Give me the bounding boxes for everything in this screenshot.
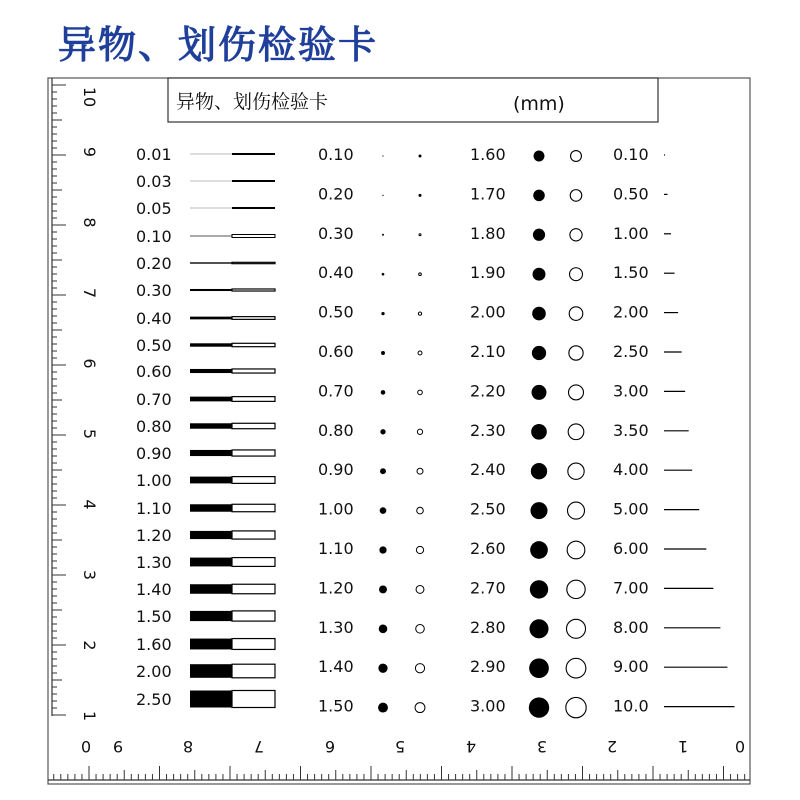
small-dot-hollow xyxy=(418,390,423,395)
bottom-ruler-number: 1 xyxy=(677,737,689,756)
scratch-length-label: 3.00 xyxy=(613,381,649,401)
small-dot-filled xyxy=(382,155,383,156)
line-sample-right xyxy=(232,477,275,484)
large-dot-filled xyxy=(532,307,546,321)
left-ruler-number: 3 xyxy=(80,569,99,581)
line-sample-left xyxy=(190,289,232,291)
bottom-ruler-number: 8 xyxy=(182,737,194,756)
large-dot-filled xyxy=(529,658,549,678)
small-dot-hollow xyxy=(418,312,421,315)
small-dot-hollow xyxy=(416,625,425,634)
large-dot-filled xyxy=(533,229,545,241)
small-dot-hollow xyxy=(419,234,421,236)
large-dot-filled xyxy=(530,580,548,598)
small-dot-label: 0.40 xyxy=(318,263,354,283)
line-sample-left xyxy=(190,531,232,539)
small-dot-label: 1.40 xyxy=(318,657,354,677)
line-width-label: 0.10 xyxy=(136,227,172,246)
line-sample-right xyxy=(232,504,275,511)
line-width-label: 2.00 xyxy=(136,662,172,681)
large-dot-hollow xyxy=(568,424,584,440)
line-sample-right xyxy=(232,343,275,346)
left-ruler-number: 10 xyxy=(80,86,99,108)
line-width-label: 1.50 xyxy=(136,607,172,626)
large-dot-hollow xyxy=(570,190,582,202)
line-width-label: 0.20 xyxy=(136,254,172,273)
large-dot-filled xyxy=(532,346,546,360)
line-sample-left xyxy=(190,558,232,567)
left-ruler-number: 6 xyxy=(80,358,99,369)
left-ruler-number: 2 xyxy=(80,640,99,651)
large-dot-hollow xyxy=(569,385,584,400)
large-dot-hollow xyxy=(567,580,585,598)
small-dot-hollow xyxy=(417,507,424,514)
large-dot-filled xyxy=(531,424,547,440)
left-ruler-number: 4 xyxy=(80,499,99,510)
small-dot-filled xyxy=(381,390,386,395)
line-sample-right xyxy=(232,584,275,594)
line-sample-left xyxy=(190,639,232,650)
line-sample-right xyxy=(232,611,275,621)
line-sample-right xyxy=(232,369,275,373)
scratch-length-label: 2.00 xyxy=(613,302,649,322)
page-title: 异物、划伤检验卡 xyxy=(58,23,379,67)
small-dot-label: 0.70 xyxy=(318,381,354,401)
large-dot-filled xyxy=(534,151,545,162)
large-dot-filled xyxy=(531,463,547,479)
large-dot-label: 2.60 xyxy=(470,539,506,558)
line-sample-left xyxy=(190,504,232,511)
line-sample-right xyxy=(232,664,275,678)
large-dot-label: 2.20 xyxy=(470,381,506,401)
small-dot-filled xyxy=(380,429,385,434)
large-dot-hollow xyxy=(566,658,586,678)
line-sample-right xyxy=(232,235,275,238)
small-dot-filled xyxy=(379,625,388,634)
small-dot-label: 0.90 xyxy=(318,460,354,480)
small-dot-label: 0.10 xyxy=(318,145,354,164)
left-ruler-number: 1 xyxy=(80,710,99,722)
small-dot-filled xyxy=(382,195,383,196)
large-dot-hollow xyxy=(567,541,585,559)
large-dot-label: 1.90 xyxy=(470,263,506,283)
bottom-ruler-number: 0 xyxy=(80,737,92,756)
scratch-length-label: 0.10 xyxy=(613,145,649,164)
line-width-label: 1.40 xyxy=(136,580,172,599)
scratch-length-label: 9.00 xyxy=(613,657,649,677)
line-sample-right xyxy=(232,262,275,263)
small-dot-filled xyxy=(378,703,388,713)
scratch-length-label: 10.0 xyxy=(613,696,649,716)
line-width-label: 2.50 xyxy=(136,690,172,709)
bottom-ruler-number: 9 xyxy=(112,737,124,756)
large-dot-label: 1.70 xyxy=(470,184,506,204)
line-sample-left xyxy=(190,691,232,708)
left-ruler-number: 8 xyxy=(80,217,99,228)
small-dot-hollow xyxy=(419,195,421,197)
line-sample-right xyxy=(232,639,275,650)
line-width-label: 0.80 xyxy=(136,417,172,436)
large-dot-filled xyxy=(532,385,547,400)
small-dot-hollow xyxy=(416,546,423,553)
small-dot-hollow xyxy=(415,703,425,713)
line-width-label: 1.60 xyxy=(136,635,172,654)
small-dot-label: 0.60 xyxy=(318,342,354,361)
line-width-label: 0.70 xyxy=(136,390,172,409)
large-dot-label: 1.60 xyxy=(470,145,506,164)
line-width-label: 0.90 xyxy=(136,444,172,463)
large-dot-label: 2.70 xyxy=(470,578,506,598)
small-dot-label: 1.10 xyxy=(318,539,354,558)
small-dot-label: 0.80 xyxy=(318,420,354,440)
line-width-label: 0.30 xyxy=(136,281,172,300)
small-dot-hollow xyxy=(418,351,422,355)
line-sample-right xyxy=(232,450,275,456)
large-dot-label: 2.30 xyxy=(470,420,506,440)
line-sample-right xyxy=(232,423,275,428)
header-unit: (mm) xyxy=(513,93,565,115)
scratch-length-label: 5.00 xyxy=(613,499,649,519)
bottom-ruler-number: 6 xyxy=(324,737,336,756)
line-sample-right xyxy=(232,289,275,291)
large-dot-filled xyxy=(533,268,546,281)
small-dot-label: 1.20 xyxy=(318,578,354,598)
large-dot-label: 2.00 xyxy=(470,302,506,322)
line-sample-left xyxy=(190,611,232,621)
scratch-length-label: 2.50 xyxy=(613,342,649,361)
left-ruler-number: 5 xyxy=(80,428,99,440)
line-width-label: 0.01 xyxy=(136,145,172,164)
line-width-label: 1.00 xyxy=(136,471,172,490)
large-dot-filled xyxy=(531,502,548,519)
bottom-ruler-number: 4 xyxy=(465,737,477,756)
large-dot-hollow xyxy=(569,346,583,360)
small-dot-label: 0.20 xyxy=(318,184,354,204)
line-width-label: 0.40 xyxy=(136,309,172,328)
small-dot-hollow xyxy=(419,155,421,157)
line-sample-left xyxy=(190,450,232,456)
small-dot-filled xyxy=(380,468,386,474)
large-dot-filled xyxy=(530,541,548,559)
bottom-ruler-number: 3 xyxy=(536,737,548,756)
line-sample-left xyxy=(190,369,232,373)
header-label: 异物、划伤检验卡 xyxy=(176,91,329,113)
line-sample-left xyxy=(190,397,232,402)
large-dot-label: 1.80 xyxy=(470,223,506,243)
large-dot-hollow xyxy=(569,307,583,321)
line-width-label: 1.30 xyxy=(136,553,172,572)
small-dot-filled xyxy=(380,507,387,514)
line-width-label: 1.20 xyxy=(136,526,172,545)
scratch-length-label: 6.00 xyxy=(613,539,649,558)
left-ruler-number: 7 xyxy=(80,287,99,299)
small-dot-label: 0.50 xyxy=(318,302,354,322)
small-dot-label: 1.50 xyxy=(318,696,354,716)
line-sample-right xyxy=(232,558,275,567)
line-sample-left xyxy=(190,664,232,678)
large-dot-label: 3.00 xyxy=(470,696,506,716)
small-dot-hollow xyxy=(417,468,423,474)
large-dot-hollow xyxy=(570,268,583,281)
large-dot-hollow xyxy=(568,502,585,519)
large-dot-hollow xyxy=(571,151,582,162)
line-sample-left xyxy=(190,343,232,346)
scratch-length-label: 8.00 xyxy=(613,617,649,637)
small-dot-filled xyxy=(381,312,384,315)
large-dot-label: 2.40 xyxy=(470,460,506,480)
bottom-ruler-number: 2 xyxy=(606,737,618,756)
large-dot-hollow xyxy=(566,619,585,638)
large-dot-filled xyxy=(529,619,548,638)
scratch-length-label: 1.50 xyxy=(613,263,649,283)
small-dot-label: 1.00 xyxy=(318,499,354,519)
small-dot-filled xyxy=(378,664,387,673)
small-dot-hollow xyxy=(415,664,424,673)
scratch-length-label: 3.50 xyxy=(613,420,649,440)
large-dot-label: 2.90 xyxy=(470,657,506,677)
line-width-label: 1.10 xyxy=(136,499,172,518)
large-dot-filled xyxy=(533,190,545,202)
line-width-label: 0.50 xyxy=(136,336,172,355)
scratch-length-label: 1.00 xyxy=(613,223,649,243)
line-sample-right xyxy=(232,397,275,402)
small-dot-filled xyxy=(379,585,387,593)
bottom-ruler-number: 7 xyxy=(253,737,265,756)
line-sample-right xyxy=(232,691,275,708)
large-dot-label: 2.10 xyxy=(470,342,506,361)
large-dot-hollow xyxy=(568,463,584,479)
small-dot-hollow xyxy=(419,273,422,276)
large-dot-hollow xyxy=(570,229,582,241)
small-dot-label: 0.30 xyxy=(318,223,354,243)
small-dot-filled xyxy=(379,546,386,553)
left-ruler-number: 9 xyxy=(80,146,99,158)
small-dot-hollow xyxy=(416,585,424,593)
scratch-length-label: 7.00 xyxy=(613,578,649,598)
line-sample-right xyxy=(232,317,275,320)
large-dot-filled xyxy=(529,697,549,717)
large-dot-label: 2.80 xyxy=(470,617,506,637)
large-dot-hollow xyxy=(566,697,586,717)
bottom-ruler-number: 5 xyxy=(394,737,406,756)
line-sample-left xyxy=(190,477,232,484)
line-sample-left xyxy=(190,423,232,428)
scratch-length-label: 0.50 xyxy=(613,184,649,204)
line-sample-left xyxy=(190,262,232,263)
line-width-label: 0.03 xyxy=(136,172,172,191)
scratch-length-label: 4.00 xyxy=(613,460,649,480)
small-dot-filled xyxy=(381,351,385,355)
large-dot-label: 2.50 xyxy=(470,499,506,519)
small-dot-filled xyxy=(382,234,384,236)
small-dot-filled xyxy=(382,273,385,276)
line-sample-left xyxy=(190,584,232,594)
line-width-label: 0.05 xyxy=(136,199,172,218)
line-sample-left xyxy=(190,317,232,320)
small-dot-label: 1.30 xyxy=(318,617,354,637)
bottom-ruler-number: 0 xyxy=(734,737,746,756)
line-sample-right xyxy=(232,531,275,539)
small-dot-hollow xyxy=(417,429,422,434)
line-width-label: 0.60 xyxy=(136,362,172,381)
